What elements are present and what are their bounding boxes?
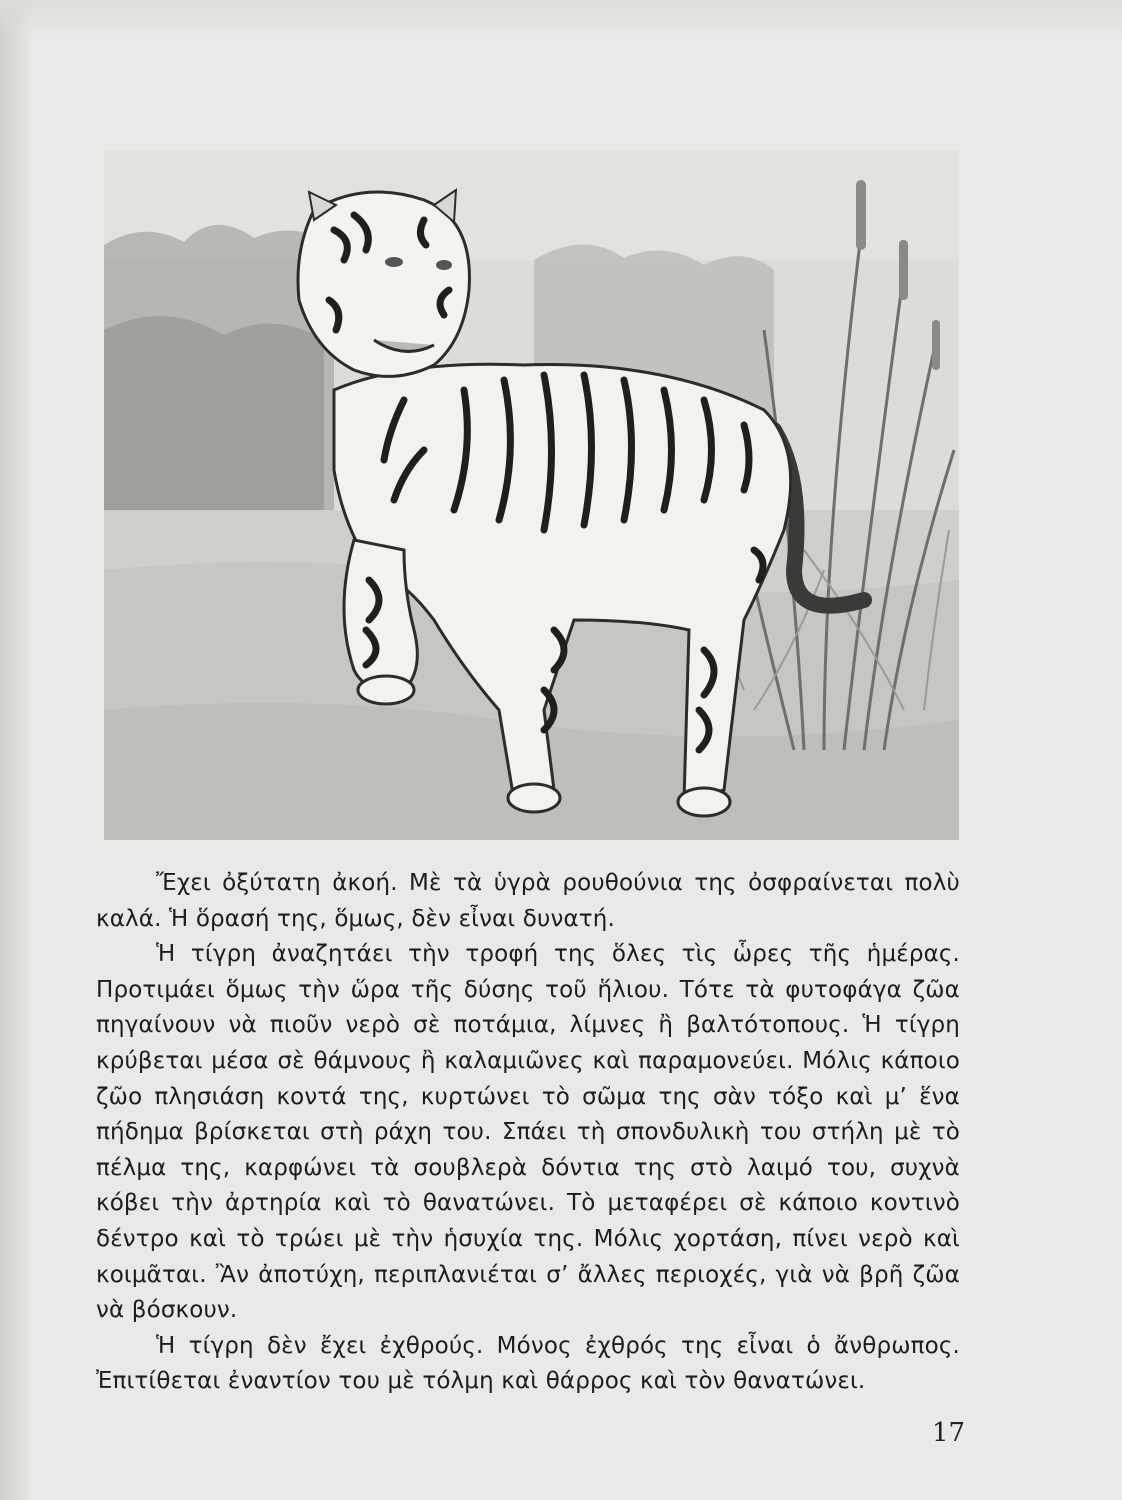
tiger-illustration bbox=[104, 150, 959, 840]
paragraph-enemies: Ἡ τίγρη δὲν ἔχει ἐχθρούς. Μόνος ἐχθρός της εἶναι ὁ ἄνθρωπος. Ἐπιτίθεται ἐναντίον του μὲ τόλμη καὶ θάρρος καὶ τὸν θανατώνει. bbox=[96, 1332, 960, 1395]
page-number: 17 bbox=[932, 1418, 966, 1448]
paragraph-senses: Ἔχει ὀξύτατη ἀκοή. Μὲ τὰ ὑγρὰ ρουθούνια της ὀσφραίνεται πολὺ καλά. Ἡ ὅρασή της, ὅμως, δὲν εἶναι δυνατή. bbox=[96, 870, 960, 932]
page-top-shadow bbox=[0, 0, 1122, 40]
paragraph-hunting: Ἡ τίγρη ἀναζητάει τὴν τροφή της ὅλες τὶς ὧρες τῆς ἡμέρας. Προτιμάει ὅμως τὴν ὥρα τῆς δύσης τοῦ ἥλιου. Τότε τὰ φυτοφάγα ζῶα πηγαίνουν νὰ πιοῦν νερὸ σὲ ποτάμια, λίμνες ἢ βαλτότοπους. Ἡ τίγρη κρύβεται μέσα σὲ θάμνους ἢ καλαμιῶνες καὶ παραμονεύει. Μόλις κάποιο ζῶο πλησιάση κοντά της, κυρτώνει τὸ σῶμα της σὰν τόξο καὶ μ’ ἕνα πήδημα βρίσκεται στὴ ράχη του. Σπάει τὴ σπονδυλικὴ του στήλη μὲ τὸ πέλμα της, καρφώνει τὰ σουβλερὰ δόντια της στὸ λαιμό του, συχνὰ κόβει τὴν ἀρτηρία καὶ τὸ θανατώνει. Τὸ μεταφέρει σὲ κάποιο κοντινὸ δέντρο καὶ τὸ τρώει μὲ τὴν ἡσυχία της. Μόλις χορτάση, πίνει νερὸ καὶ κοιμᾶται. Ἂν ἀποτύχη, περιπλανιέται σ’ ἄλλες περιοχές, γιὰ νὰ βρῆ ζῶα νὰ βόσκουν. bbox=[96, 941, 960, 1324]
page-binding-edge bbox=[0, 0, 30, 1500]
body-text bbox=[96, 866, 960, 1400]
